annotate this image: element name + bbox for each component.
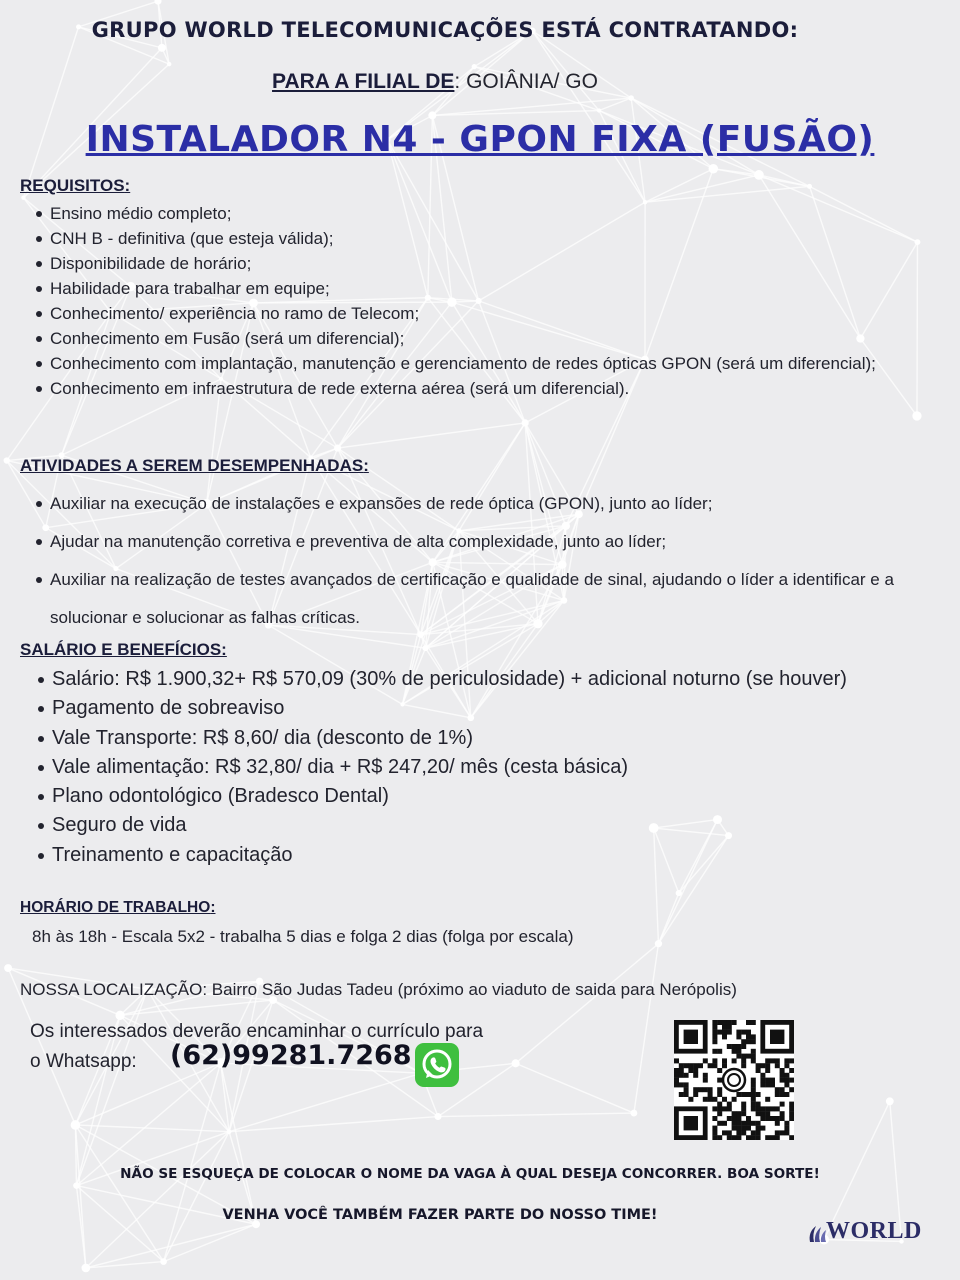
requirements-title-text: REQUISITOS — [20, 176, 125, 195]
logo-text: WORLD — [826, 1218, 922, 1244]
schedule-text: 8h às 18h - Escala 5x2 - trabalha 5 dias e folga 2 dias (folga por escala) — [32, 927, 574, 946]
list-item: Conhecimento/ experiência no ramo de Telecom; — [34, 301, 924, 326]
whatsapp-icon[interactable] — [414, 1042, 460, 1088]
branch-line — [0, 70, 870, 94]
schedule-title: HORÁRIO DE TRABALHO: — [20, 899, 216, 916]
list-item: Vale Transporte: R$ 8,60/ dia (desconto de 1%) — [36, 724, 936, 753]
contact-line-1: Os interessados deverão encaminhar o currículo para — [30, 1021, 484, 1042]
contact-line-2: o Whatsapp: — [30, 1051, 137, 1072]
globe-icon — [806, 1222, 828, 1244]
reminder-text: NÃO SE ESQUEÇA DE COLOCAR O NOME DA VAGA À QUAL DESEJA CONCORRER. BOA SORTE! — [120, 1166, 820, 1182]
requirements-list — [34, 201, 924, 401]
list-item: CNH B - definitiva (que esteja válida); — [34, 226, 924, 251]
list-item: Pagamento de sobreaviso — [36, 694, 936, 723]
phone-number[interactable]: (62)99281.7268 — [170, 1040, 412, 1071]
list-item: Auxiliar na realização de testes avançados de certificação e qualidade de sinal, ajudando o líder a identificar e a solucionar e solucionar as falhas críticas. — [34, 561, 934, 637]
list-item: Ajudar na manutenção corretiva e preventiva de alta complexidade, junto ao líder; — [34, 523, 934, 561]
list-item: Plano odontológico (Bradesco Dental) — [36, 782, 936, 811]
activities-title-text: ATIVIDADES A SEREM DESEMPENHADAS — [20, 456, 364, 475]
location-text: NOSSA LOCALIZAÇÃO: Bairro São Judas Tadeu (próximo ao viaduto de saida para Nerópolis) — [20, 980, 737, 999]
world-logo — [806, 1218, 924, 1248]
list-item: Conhecimento com implantação, manutenção e gerenciamento de redes ópticas GPON (será um diferencial); — [34, 351, 924, 376]
requirements-title: REQUISITOS: — [20, 176, 131, 195]
list-item: Vale alimentação: R$ 32,80/ dia + R$ 247,20/ mês (cesta básica) — [36, 753, 936, 782]
branch-value: : GOIÂNIA/ GO — [454, 70, 598, 93]
list-item: Ensino médio completo; — [34, 201, 924, 226]
list-item: Habilidade para trabalhar em equipe; — [34, 276, 924, 301]
cta-text: VENHA VOCÊ TAMBÉM FAZER PARTE DO NOSSO TIME! — [222, 1207, 658, 1223]
activities-title: ATIVIDADES A SEREM DESEMPENHADAS: — [20, 456, 369, 475]
salary-list — [36, 665, 936, 870]
schedule-title-text: HORÁRIO DE TRABALHO — [20, 899, 211, 916]
list-item: Treinamento e capacitação — [36, 841, 936, 870]
list-item: Salário: R$ 1.900,32+ R$ 570,09 (30% de periculosidade) + adicional noturno (se houver) — [36, 665, 936, 694]
job-title: INSTALADOR N4 - GPON FIXA (FUSÃO) — [85, 119, 875, 160]
list-item: Seguro de vida — [36, 811, 936, 840]
list-item: Disponibilidade de horário; — [34, 251, 924, 276]
headline: GRUPO WORLD TELECOMUNICAÇÕES ESTÁ CONTRATANDO: — [91, 18, 799, 42]
list-item: Auxiliar na execução de instalações e expansões de rede óptica (GPON), junto ao líder; — [34, 485, 934, 523]
list-item: Conhecimento em Fusão (será um diferencial); — [34, 326, 924, 351]
salary-title: SALÁRIO E BENEFÍCIOS: — [20, 640, 227, 659]
activities-list — [34, 485, 934, 637]
branch-label: PARA A FILIAL DE — [272, 70, 455, 93]
list-item: Conhecimento em infraestrutura de rede externa aérea (será um diferencial). — [34, 376, 924, 401]
qr-code[interactable] — [674, 1020, 794, 1140]
